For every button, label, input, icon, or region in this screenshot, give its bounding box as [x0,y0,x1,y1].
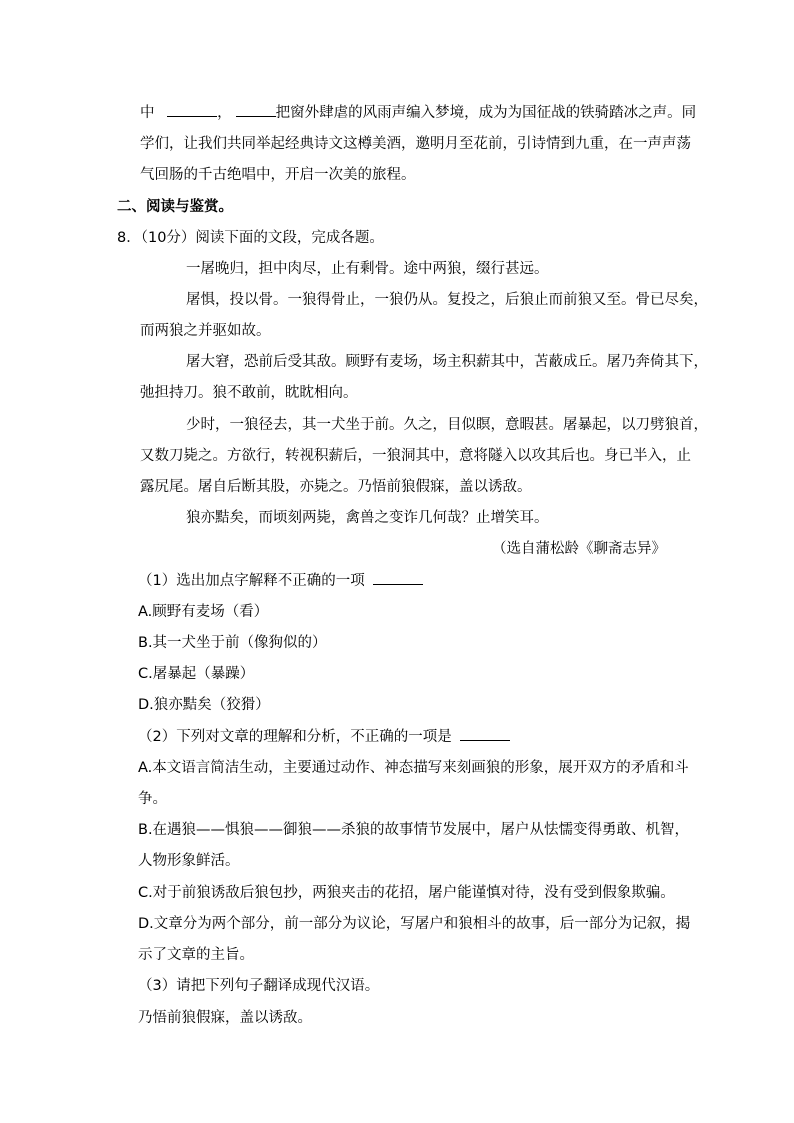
passage-paragraph: 弛担持刀。狼不敢前，眈眈相向。 [140,385,358,401]
option-c: C.对于前狼诱敌后狼包抄，两狼夹击的花招，屠户能谨慎对待，没有受到假象欺骗。 [138,885,675,901]
option-c: C.屠暴起（暴躁） [138,666,255,682]
answer-blank [167,102,217,117]
option-a: A.顾野有麦场（看） [138,604,269,620]
intro-text: 中 [140,105,155,121]
question-8-header: 8．（10分）阅读下面的文段，完成各题。 [117,230,384,246]
intro-text: 把窗外肆虐的风雨声编入梦境，成为为国征战的铁骑踏冰之声。同 [275,105,697,121]
section-title: 二、阅读与鉴赏。 [117,199,233,215]
option-b: B.在遇狼——惧狼——御狼——杀狼的故事情节发展中，屠户从怯懦变得勇敢、机智， [138,822,690,838]
option-a: A.本文语言简洁生动，主要通过动作、神态描写来刻画狼的形象，展开双方的矛盾和斗 [138,760,689,776]
passage-paragraph: 狼亦黠矣，而顷刻两毙，禽兽之变诈几何哉？止增笑耳。 [186,510,549,526]
passage-paragraph: 少时，一狼径去，其一犬坐于前。久之，目似瞑，意暇甚。屠暴起，以刀劈狼首， [186,417,708,433]
option-b-continued: 人物形象鲜活。 [138,853,240,869]
sub-question-1 [138,570,423,591]
translation-sentence: 乃悟前狼假寐，盖以诱敌。 [138,1010,312,1026]
passage-source: （选自蒲松龄《聊斋志异》 [492,541,666,557]
passage-paragraph: 而两狼之并驱如故。 [140,323,271,339]
option-d: D.狼亦黠矣（狡猾） [138,697,270,713]
answer-blank [373,570,423,585]
intro-line-2: 学们，让我们共同举起经典诗文这樽美酒，邀明月至花前，引诗情到九重，在一声声荡 [140,136,691,152]
sub-question-3: （3）请把下列句子翻译成现代汉语。 [138,978,380,994]
answer-blank [236,102,276,117]
passage-paragraph: 一屠晚归，担中肉尽，止有剩骨。途中两狼，缀行甚远。 [186,261,549,277]
sub-question-stem: （2）下列对文章的理解和分析，不正确的一项是 [138,729,452,745]
answer-blank [460,726,510,741]
sub-question-2 [138,726,510,747]
passage-paragraph: 屠大窘，恐前后受其敌。顾野有麦场，场主积薪其中，苫蔽成丘。屠乃奔倚其下， [186,354,708,370]
intro-text: ， [217,105,232,121]
option-d-continued: 示了文章的主旨。 [138,947,254,963]
intro-line-3: 气回肠的千古绝唱中，开启一次美的旅程。 [140,167,416,183]
option-b: B.其一犬坐于前（像狗似的） [138,635,327,651]
option-a-continued: 争。 [138,791,167,807]
passage-paragraph: 露尻尾。屠自后断其股，亦毙之。乃悟前狼假寐，盖以诱敌。 [140,479,532,495]
option-d: D.文章分为两个部分，前一部分为议论，写屠户和狼相斗的故事，后一部分为记叙，揭 [138,916,691,932]
intro-line-1 [140,102,696,123]
sub-question-stem: （1）选出加点字解释不正确的一项 [138,573,365,589]
passage-paragraph: 又数刀毙之。方欲行，转视积薪后，一狼洞其中，意将隧入以攻其后也。身已半入，止 [140,448,691,464]
passage-paragraph: 屠惧，投以骨。一狼得骨止，一狼仍从。复投之，后狼止而前狼又至。骨已尽矣， [186,292,708,308]
